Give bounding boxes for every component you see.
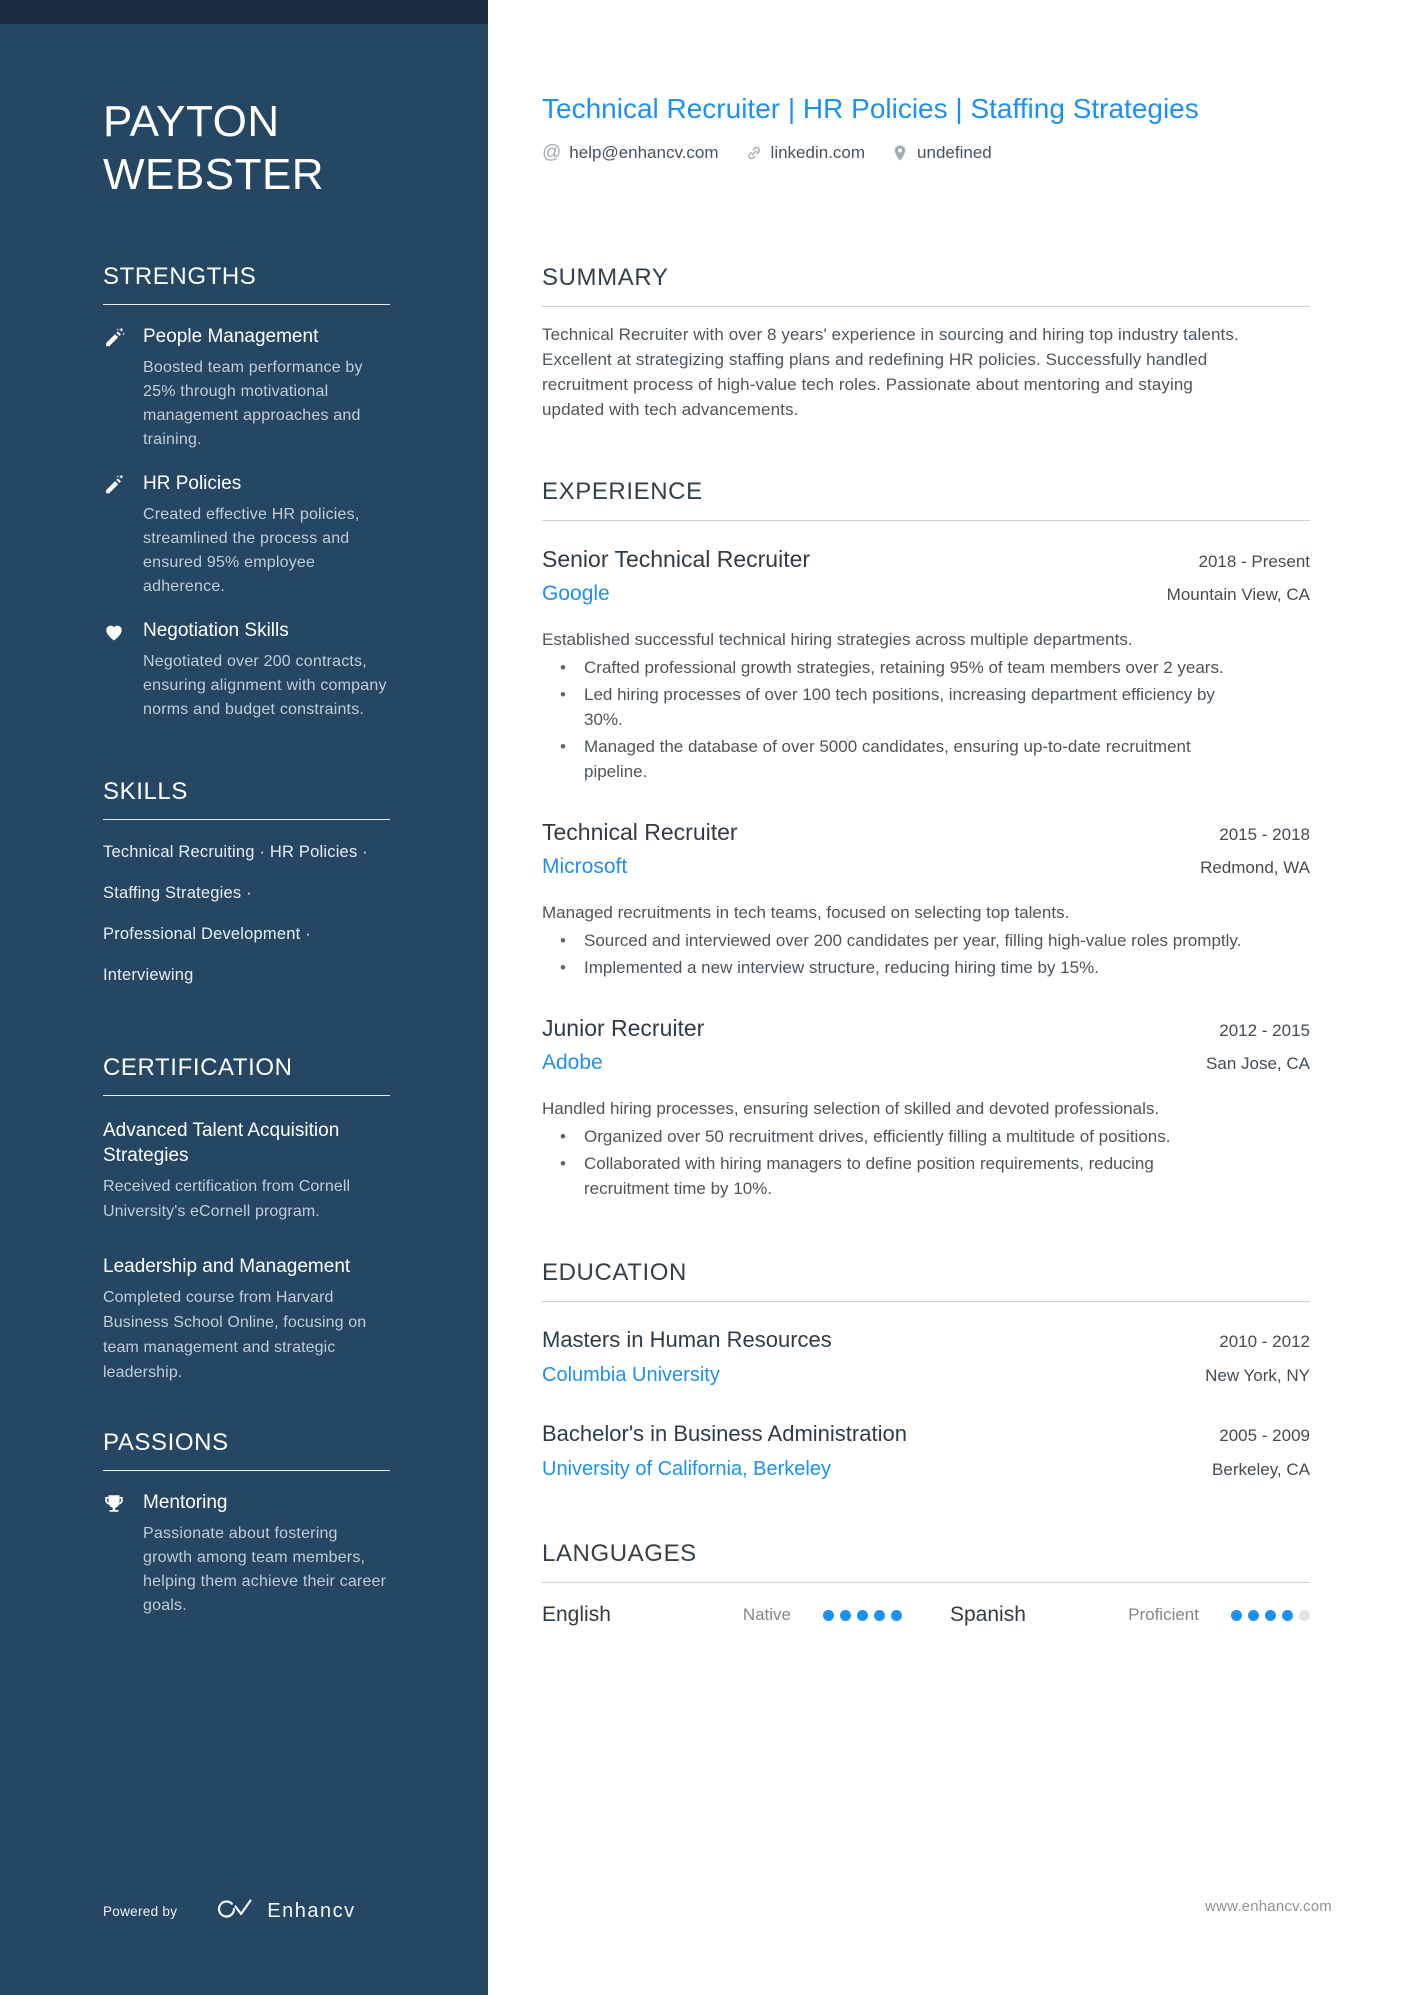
certification-desc: Received certification from Cornell University's eCornell program. bbox=[103, 1178, 351, 1220]
link-icon bbox=[745, 144, 763, 162]
languages-section bbox=[542, 1540, 1310, 1627]
strength-title: People Management bbox=[143, 326, 319, 347]
passion-body bbox=[143, 1491, 390, 1618]
job-dates: 2015 - 2018 bbox=[1219, 825, 1310, 844]
strength-desc: Negotiated over 200 contracts, ensuring alignment with company norms and budget constraints. bbox=[143, 653, 387, 718]
job-intro: Handled hiring processes, ensuring selection of skilled and devoted professionals. bbox=[542, 1099, 1160, 1118]
language-name: Spanish bbox=[950, 1603, 1026, 1626]
skills-heading: SKILLS bbox=[103, 778, 188, 805]
languages-heading: LANGUAGES bbox=[542, 1540, 697, 1567]
passion-title: Mentoring bbox=[143, 1492, 228, 1513]
job-entry bbox=[542, 545, 1310, 784]
certification-title: Advanced Talent Acquisition Strategies bbox=[103, 1120, 340, 1166]
languages-divider bbox=[542, 1582, 1310, 1583]
job-company: Microsoft bbox=[542, 855, 628, 878]
heart-icon bbox=[103, 619, 143, 722]
summary-heading: SUMMARY bbox=[542, 264, 669, 291]
job-company: Adobe bbox=[542, 1051, 603, 1074]
summary-section bbox=[542, 264, 1310, 422]
strength-body bbox=[143, 619, 390, 722]
job-company: Google bbox=[542, 582, 610, 605]
job-bullet: • Sourced and interviewed over 200 candidates per year, filling high-value roles promptly. bbox=[542, 928, 1242, 953]
job-bullet: • Organized over 50 recruitment drives, efficiently filling a multitude of positions. bbox=[542, 1124, 1242, 1149]
certification-divider bbox=[103, 1095, 390, 1096]
languages-row bbox=[542, 1603, 1310, 1627]
skill-line: Technical Recruiting · HR Policies · bbox=[103, 843, 368, 861]
job-bullet: • Crafted professional growth strategies, retaining 95% of team members over 2 years. bbox=[542, 655, 1242, 680]
job-bullet: • Led hiring processes of over 100 tech positions, increasing department efficiency by 30%. bbox=[542, 682, 1242, 732]
powered-by-label: Powered by bbox=[103, 1904, 178, 1919]
job-location: Mountain View, CA bbox=[1166, 585, 1310, 604]
skills-section bbox=[103, 778, 390, 984]
email-text: help@enhancv.com bbox=[569, 143, 719, 162]
enhancv-brand-text: Enhancv bbox=[267, 1900, 356, 1922]
education-entry bbox=[542, 1326, 1310, 1388]
strength-body bbox=[143, 472, 390, 599]
job-role: Technical Recruiter bbox=[542, 819, 738, 845]
job-intro: Established successful technical hiring strategies across multiple departments. bbox=[542, 630, 1133, 649]
job-role: Senior Technical Recruiter bbox=[542, 546, 811, 572]
enhancv-logo-icon bbox=[215, 1896, 257, 1927]
certification-heading: CERTIFICATION bbox=[103, 1054, 293, 1081]
sidebar bbox=[0, 0, 488, 1995]
sidebar-top-strip bbox=[0, 0, 488, 24]
strength-desc: Boosted team performance by 25% through motivational management approaches and training. bbox=[143, 359, 363, 448]
education-location: Berkeley, CA bbox=[1212, 1460, 1310, 1479]
strength-item bbox=[103, 325, 390, 452]
passions-divider bbox=[103, 1470, 390, 1471]
passion-item bbox=[103, 1491, 390, 1618]
language-proficiency-dots bbox=[817, 1610, 902, 1621]
school-name: University of California, Berkeley bbox=[542, 1458, 831, 1480]
language-name: English bbox=[542, 1603, 611, 1626]
language-level: Proficient bbox=[1128, 1605, 1199, 1624]
strength-desc: Created effective HR policies, streamlined the process and ensured 95% employee adherence. bbox=[143, 506, 360, 595]
location-text: undefined bbox=[917, 143, 992, 162]
certification-desc: Completed course from Harvard Business School Online, focusing on team management and strategic leadership. bbox=[103, 1289, 367, 1381]
school-name: Columbia University bbox=[542, 1364, 720, 1386]
strength-body bbox=[143, 325, 390, 452]
job-bullets bbox=[542, 928, 1242, 980]
skill-line: Staffing Strategies · bbox=[103, 884, 252, 902]
email-link[interactable] bbox=[542, 142, 719, 164]
powered-by-footer[interactable] bbox=[103, 1896, 356, 1927]
job-bullets bbox=[542, 1124, 1242, 1201]
certification-item bbox=[103, 1254, 390, 1385]
job-bullet: • Managed the database of over 5000 candidates, ensuring up-to-date recruitment pipeline. bbox=[542, 734, 1242, 784]
education-heading: EDUCATION bbox=[542, 1259, 687, 1286]
linkedin-text: linkedin.com bbox=[770, 143, 866, 162]
enhancv-website-link[interactable]: www.enhancv.com bbox=[1205, 1898, 1332, 1915]
job-entry bbox=[542, 818, 1310, 980]
skill-line: Professional Development · bbox=[103, 925, 311, 943]
job-location: San Jose, CA bbox=[1206, 1054, 1310, 1073]
experience-divider bbox=[542, 520, 1310, 521]
education-divider bbox=[542, 1301, 1310, 1302]
strength-title: Negotiation Skills bbox=[143, 620, 289, 641]
passions-heading: PASSIONS bbox=[103, 1429, 229, 1456]
job-bullet: • Collaborated with hiring managers to define position requirements, reducing recruitment time by 10%. bbox=[542, 1151, 1242, 1201]
certification-title: Leadership and Management bbox=[103, 1256, 351, 1277]
linkedin-link[interactable] bbox=[745, 143, 866, 163]
skill-line: Interviewing bbox=[103, 966, 194, 984]
magic-wand-icon bbox=[103, 325, 143, 452]
job-dates: 2018 - Present bbox=[1198, 552, 1310, 571]
language-proficiency-dots bbox=[1225, 1610, 1310, 1621]
location-item bbox=[891, 143, 992, 163]
skills-divider bbox=[103, 819, 390, 820]
resume-headline: Technical Recruiter | HR Policies | Staffing Strategies bbox=[542, 93, 1199, 124]
strength-item bbox=[103, 619, 390, 722]
main-column bbox=[488, 0, 1310, 1627]
summary-text: Technical Recruiter with over 8 years' experience in sourcing and hiring top industry talents. Excellent at strategizing staffing plans and redefining HR policies. Successfully handled recruitment process of high-value tech roles. Passionate about mentoring and staying updated with tech advancements. bbox=[542, 325, 1239, 419]
at-icon: @ bbox=[542, 142, 562, 163]
degree-title: Masters in Human Resources bbox=[542, 1327, 832, 1352]
job-role: Junior Recruiter bbox=[542, 1015, 705, 1041]
summary-divider bbox=[542, 306, 1310, 307]
language-item bbox=[950, 1603, 1310, 1627]
experience-section bbox=[542, 478, 1310, 1201]
trophy-icon bbox=[103, 1491, 143, 1618]
education-location: New York, NY bbox=[1205, 1366, 1310, 1385]
job-intro: Managed recruitments in tech teams, focused on selecting top talents. bbox=[542, 903, 1070, 922]
candidate-name: PAYTON WEBSTER bbox=[103, 97, 325, 199]
job-bullets bbox=[542, 655, 1242, 784]
job-dates: 2012 - 2015 bbox=[1219, 1021, 1310, 1040]
strengths-divider bbox=[103, 304, 390, 305]
certification-item bbox=[103, 1118, 390, 1224]
job-bullet: • Implemented a new interview structure, reducing hiring time by 15%. bbox=[542, 955, 1242, 980]
language-item bbox=[542, 1603, 902, 1627]
education-dates: 2010 - 2012 bbox=[1219, 1332, 1310, 1351]
degree-title: Bachelor's in Business Administration bbox=[542, 1421, 907, 1446]
passions-section bbox=[103, 1429, 390, 1618]
job-location: Redmond, WA bbox=[1200, 858, 1310, 877]
strengths-heading: STRENGTHS bbox=[103, 263, 257, 290]
education-entry bbox=[542, 1420, 1310, 1482]
passion-desc: Passionate about fostering growth among team members, helping them achieve their career goals. bbox=[143, 1525, 387, 1614]
certification-section bbox=[103, 1054, 390, 1385]
contact-row bbox=[542, 142, 1310, 164]
magic-wand-icon bbox=[103, 472, 143, 599]
education-dates: 2005 - 2009 bbox=[1219, 1426, 1310, 1445]
education-section bbox=[542, 1259, 1310, 1482]
location-pin-icon bbox=[891, 144, 909, 162]
strength-item bbox=[103, 472, 390, 599]
experience-heading: EXPERIENCE bbox=[542, 478, 703, 505]
strengths-section bbox=[103, 263, 390, 722]
language-level: Native bbox=[742, 1605, 791, 1624]
job-entry bbox=[542, 1014, 1310, 1201]
strength-title: HR Policies bbox=[143, 473, 242, 494]
